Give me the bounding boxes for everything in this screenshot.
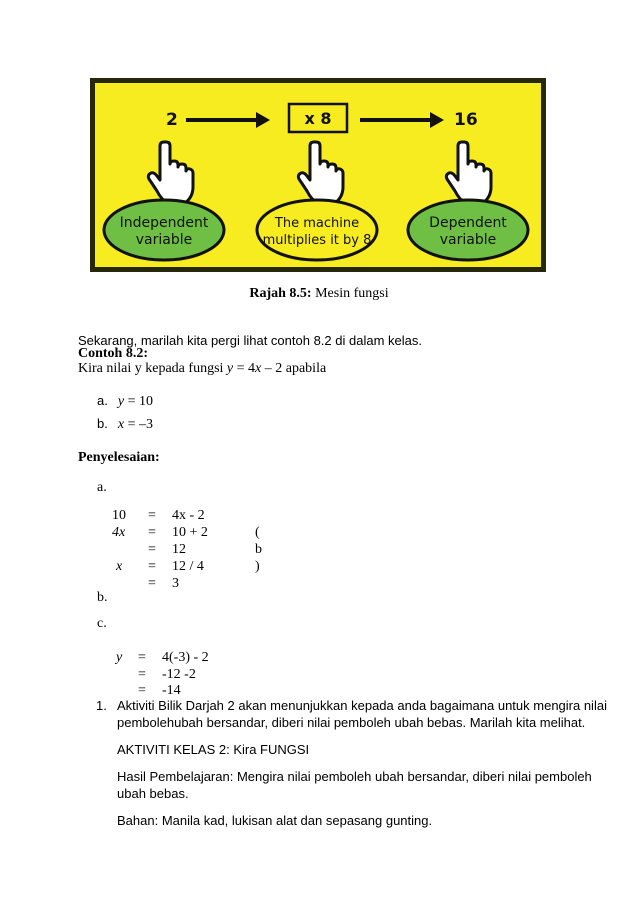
solution-b-marker: b. [97, 590, 108, 605]
activity-line-2: pembolehubah bersandar, diberi nilai pemboleh ubah bebas. Marilah kita melihat. [117, 715, 586, 730]
sol-c-rhs-0: 4(-3) - 2 [162, 650, 209, 665]
sol-c-eq-2: = [138, 683, 146, 698]
sol-c-eq-1: = [138, 667, 146, 682]
activity-line-1: Aktiviti Bilik Darjah 2 akan menunjukkan kepada anda bagaimana untuk mengira nilai [117, 698, 607, 713]
side-mark-2: ) [255, 559, 260, 574]
bubble-right-line2: variable [439, 232, 497, 248]
prompt-end: – 2 apabila [261, 361, 327, 376]
sol-a-lhs-3: x [116, 559, 123, 574]
prompt-mid: = 4 [233, 361, 256, 376]
example-title: Contoh 8.2: [78, 346, 149, 361]
sol-c-rhs-1: -12 -2 [162, 667, 196, 682]
prompt-y: y [226, 361, 234, 376]
sol-a-eq-1: = [148, 525, 156, 540]
function-machine-figure [90, 78, 546, 272]
sol-a-rhs-4: 3 [172, 576, 179, 591]
part-rest: = 10 [124, 394, 153, 409]
sol-a-lhs-0: 10 [112, 508, 126, 523]
caption-text: Mesin fungsi [311, 286, 389, 301]
side-mark-0: ( [255, 525, 260, 540]
bubble-mid-line1: The machine [274, 216, 360, 231]
sol-c-lhs-0: y [116, 650, 123, 665]
part-b [97, 415, 153, 433]
sol-a-eq-0: = [148, 508, 156, 523]
input-value: 2 [166, 110, 178, 130]
part-marker: a. [97, 393, 108, 408]
solution-c-marker: c. [97, 616, 107, 631]
figure-caption [0, 286, 638, 302]
sol-a-eq-3: = [148, 559, 156, 574]
outcome-line-1: Hasil Pembelajaran: Mengira nilai pemboleh ubah bersandar, diberi nilai pemboleh [117, 769, 592, 784]
sol-a-eq-4: = [148, 576, 156, 591]
machine-label: x 8 [304, 109, 332, 128]
intro-text: Sekarang, marilah kita pergi lihat contoh 8.2 di dalam kelas. [78, 333, 422, 348]
sol-c-rhs-2: -14 [162, 683, 181, 698]
part-rest: = –3 [124, 417, 153, 432]
sol-a-rhs-2: 12 [172, 542, 186, 557]
bubble-mid-line2: multiplies it by 8 [262, 233, 372, 248]
prompt-x: x [255, 361, 262, 376]
example-prompt [78, 361, 326, 377]
sol-a-lhs-1: 4x [112, 525, 126, 540]
sol-a-rhs-3: 12 / 4 [172, 559, 204, 574]
activity-title: AKTIVITI KELAS 2: Kira FUNGSI [117, 742, 310, 757]
solution-title: Penyelesaian: [78, 450, 160, 465]
sol-a-eq-2: = [148, 542, 156, 557]
sol-c-eq-0: = [138, 650, 146, 665]
sol-a-rhs-1: 10 + 2 [172, 525, 208, 540]
output-value: 16 [454, 110, 478, 130]
part-var: y [117, 394, 125, 409]
bubble-right-line1: Dependent [429, 215, 507, 231]
list-marker: 1. [96, 698, 107, 713]
bubble-left-line1: Independent [119, 215, 209, 231]
solution-a-marker: a. [97, 480, 107, 495]
part-marker: b. [97, 416, 108, 431]
part-a [97, 392, 153, 410]
part-var: x [117, 417, 125, 432]
bubble-left-line2: variable [135, 232, 193, 248]
outcome-line-2: ubah bebas. [117, 786, 189, 801]
sol-a-rhs-0: 4x - 2 [172, 508, 205, 523]
materials-text: Bahan: Manila kad, lukisan alat dan sepasang gunting. [117, 813, 433, 828]
caption-label: Rajah 8.5: [249, 286, 312, 301]
prompt-start: Kira nilai y kepada fungsi [78, 361, 227, 376]
side-mark-1: b [255, 542, 262, 557]
